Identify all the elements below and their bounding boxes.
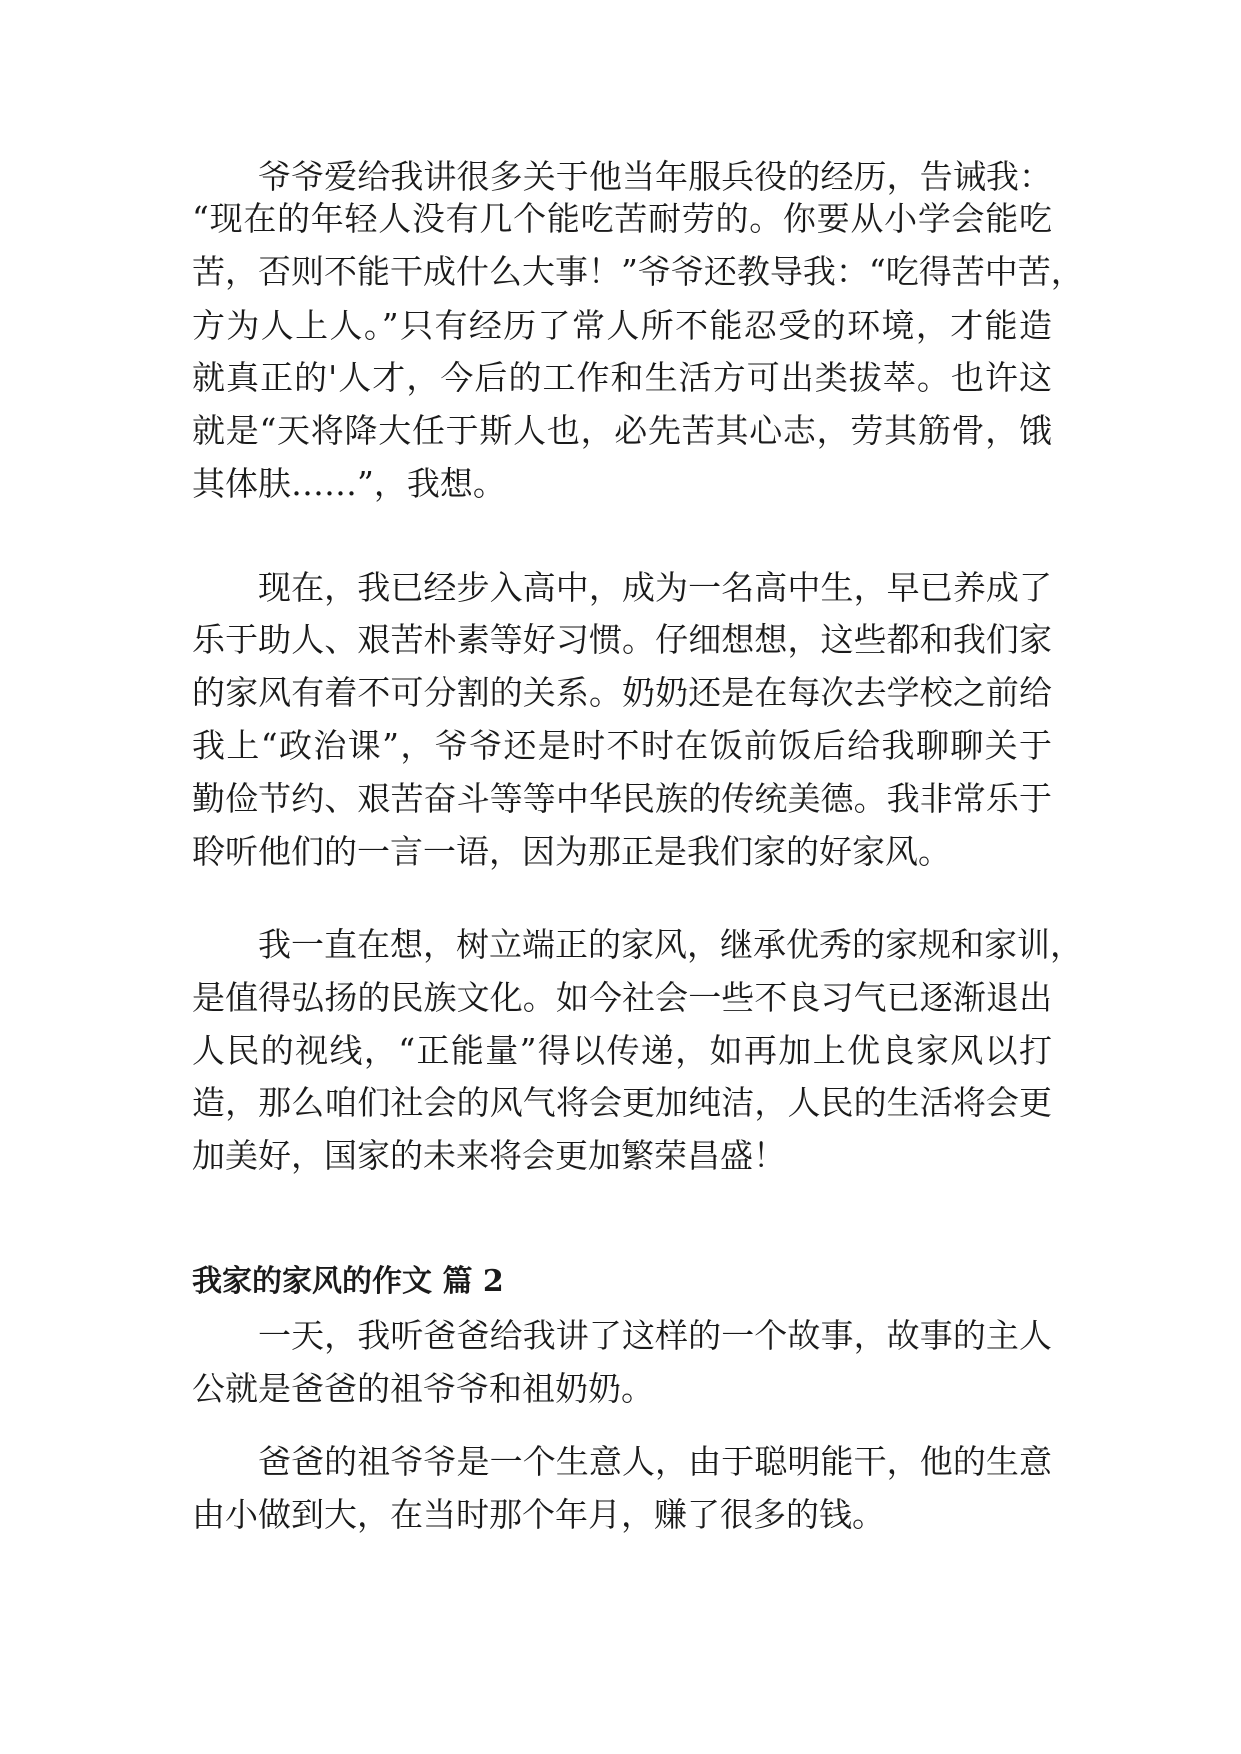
- paragraph-line: 爷爷爱给我讲很多关于他当年服兵役的经历，告诫我：: [258, 157, 1052, 196]
- paragraph-line: 由小做到大，在当时那个年月，赚了很多的钱。: [192, 1495, 885, 1534]
- paragraph-line: 是值得弘扬的民族文化。如今社会一些不良习气已逐渐退出: [192, 978, 1052, 1017]
- paragraph-line: 一天，我听爸爸给我讲了这样的一个故事，故事的主人: [258, 1316, 1052, 1355]
- paragraph-line: 就真正的'人才，今后的工作和生活方可出类拔萃。也许这: [192, 358, 1052, 397]
- paragraph-line: 我一直在想，树立端正的家风，继承优秀的家规和家训，: [258, 925, 1083, 964]
- paragraph-line: 聆听他们的一言一语，因为那正是我们家的好家风。: [192, 832, 951, 871]
- paragraph-line: 人民的视线，“正能量”得以传递，如再加上优良家风以打: [192, 1031, 1052, 1070]
- paragraph-line: 乐于助人、艰苦朴素等好习惯。仔细想想，这些都和我们家: [192, 620, 1052, 659]
- paragraph-line: 就是“天将降大任于斯人也，必先苦其心志，劳其筋骨，饿: [192, 411, 1052, 450]
- paragraph-line: 现在，我已经步入高中，成为一名高中生，早已养成了: [258, 568, 1052, 607]
- paragraph-line: 爸爸的祖爷爷是一个生意人，由于聪明能干，他的生意: [258, 1442, 1052, 1481]
- paragraph-line: 的家风有着不可分割的关系。奶奶还是在每次去学校之前给: [192, 673, 1052, 712]
- paragraph-line: 其体肤……”，我想。: [192, 464, 506, 503]
- paragraph-line: 造，那么咱们社会的风气将会更加纯洁，人民的生活将会更: [192, 1083, 1052, 1122]
- paragraph-line: 我上“政治课”，爷爷还是时不时在饭前饭后给我聊聊关于: [192, 726, 1052, 765]
- paragraph-line: 方为人上人。”只有经历了常人所不能忍受的环境，才能造: [192, 306, 1052, 345]
- paragraph-line: 公就是爸爸的祖爷爷和祖奶奶。: [192, 1369, 654, 1408]
- paragraph-line: 加美好，国家的未来将会更加繁荣昌盛！: [192, 1136, 786, 1175]
- paragraph-line: 苦，否则不能干成什么大事！”爷爷还教导我：“吃得苦中苦，: [192, 252, 1084, 291]
- paragraph-line: 勤俭节约、艰苦奋斗等等中华民族的传统美德。我非常乐于: [192, 779, 1052, 818]
- paragraph-line: “现在的年轻人没有几个能吃苦耐劳的。你要从小学会能吃: [192, 199, 1052, 238]
- section-heading: 我家的家风的作文 篇 2: [192, 1264, 504, 1299]
